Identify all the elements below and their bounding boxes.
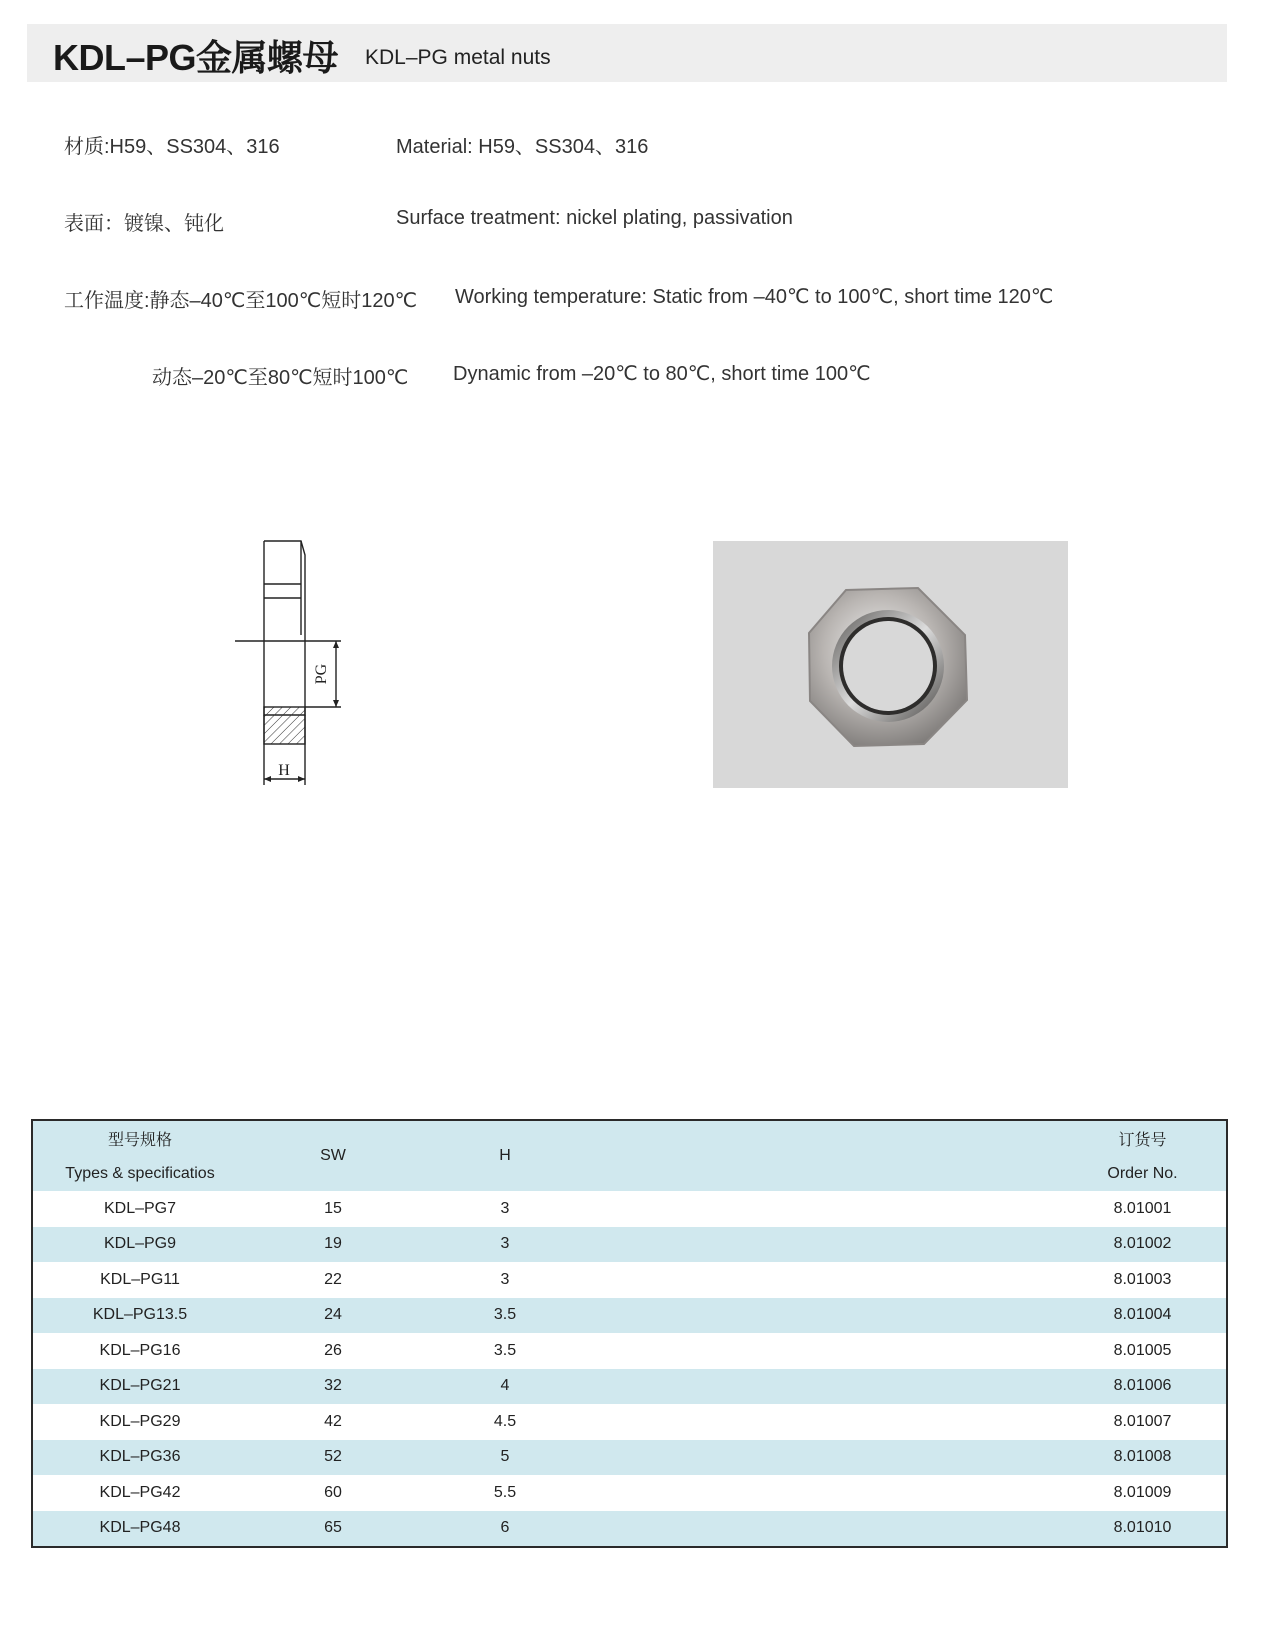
cell-sw: 42 — [324, 1412, 342, 1430]
cell-spacer — [591, 1333, 1059, 1369]
metal-nut-image — [713, 541, 1068, 788]
cell-h: 4.5 — [493, 1412, 517, 1430]
header-h: H — [499, 1147, 511, 1164]
surface-cn: 表面：镀镍、钝化 — [64, 213, 224, 235]
nut-section-drawing — [225, 535, 355, 795]
cell-sw: 32 — [324, 1377, 342, 1395]
cell-spacer — [591, 1369, 1059, 1405]
cell-sw: 60 — [324, 1483, 342, 1501]
cell-order: 8.01003 — [1113, 1270, 1172, 1288]
cell-type: KDL–PG16 — [99, 1341, 181, 1359]
cell-h: 3 — [500, 1270, 510, 1288]
cell-spacer — [591, 1475, 1059, 1511]
cell-h: 3.5 — [493, 1341, 517, 1359]
title-bar — [27, 24, 1227, 82]
cell-h: 6 — [500, 1519, 510, 1537]
cell-spacer — [591, 1298, 1059, 1334]
table-row — [33, 1191, 1226, 1227]
header-sw: SW — [320, 1147, 346, 1164]
page-subtitle: KDL–PG metal nuts — [365, 46, 551, 69]
cell-order: 8.01010 — [1113, 1519, 1172, 1537]
table-row — [33, 1227, 1226, 1263]
header-type-en: Types & specificatios — [65, 1164, 215, 1182]
cell-sw: 19 — [324, 1235, 342, 1253]
cell-h: 3 — [500, 1235, 510, 1253]
cell-order: 8.01008 — [1113, 1448, 1172, 1466]
cell-spacer — [591, 1262, 1059, 1298]
product-photo — [713, 541, 1068, 788]
cell-sw: 22 — [324, 1270, 342, 1288]
table-row — [33, 1440, 1226, 1476]
temp-en: Working temperature: Static from –40℃ to 100℃, short time 120℃ — [455, 286, 1054, 308]
cell-order: 8.01009 — [1113, 1483, 1172, 1501]
cell-type: KDL–PG21 — [99, 1377, 181, 1395]
table-row — [33, 1511, 1226, 1547]
cell-order: 8.01001 — [1113, 1199, 1172, 1217]
cell-h: 5.5 — [493, 1483, 517, 1501]
cell-order: 8.01004 — [1113, 1306, 1172, 1324]
cell-h: 3.5 — [493, 1306, 517, 1324]
cell-order: 8.01006 — [1113, 1377, 1172, 1395]
page-title: KDL–PG金属螺母 — [53, 37, 339, 78]
cell-order: 8.01002 — [1113, 1235, 1172, 1253]
h-label: H — [278, 762, 290, 779]
table-header-row-1 — [33, 1121, 1226, 1156]
table-row — [33, 1369, 1226, 1405]
cell-type: KDL–PG48 — [99, 1519, 181, 1537]
table-row — [33, 1262, 1226, 1298]
cell-h: 3 — [500, 1199, 510, 1217]
cell-sw: 24 — [324, 1306, 342, 1324]
header-spacer — [591, 1121, 1059, 1191]
cell-type: KDL–PG42 — [99, 1483, 181, 1501]
material-cn: 材质:H59、SS304、316 — [64, 136, 280, 158]
cell-spacer — [591, 1191, 1059, 1227]
dyn-en: Dynamic from –20℃ to 80℃, short time 100℃ — [453, 363, 871, 385]
cell-order: 8.01005 — [1113, 1341, 1172, 1359]
cell-type: KDL–PG13.5 — [92, 1306, 188, 1324]
cell-type: KDL–PG36 — [99, 1448, 181, 1466]
cell-type: KDL–PG29 — [99, 1412, 181, 1430]
cell-spacer — [591, 1227, 1059, 1263]
cell-h: 5 — [500, 1448, 510, 1466]
table-row — [33, 1475, 1226, 1511]
cell-spacer — [591, 1511, 1059, 1547]
cell-sw: 65 — [324, 1519, 342, 1537]
cell-spacer — [591, 1440, 1059, 1476]
header-order-en: Order No. — [1107, 1164, 1178, 1182]
cell-spacer — [591, 1404, 1059, 1440]
cell-type: KDL–PG11 — [100, 1270, 180, 1288]
material-en: Material: H59、SS304、316 — [396, 136, 649, 158]
cell-type: KDL–PG9 — [103, 1235, 177, 1253]
header-order-cn: 订货号 — [1118, 1132, 1167, 1149]
dyn-cn: 动态–20℃至80℃短时100℃ — [152, 367, 409, 389]
cell-order: 8.01007 — [1113, 1412, 1172, 1430]
temp-cn: 工作温度:静态–40℃至100℃短时120℃ — [64, 290, 418, 312]
cell-sw: 26 — [324, 1341, 342, 1359]
table-row — [33, 1333, 1226, 1369]
table-row — [33, 1298, 1226, 1334]
surface-en: Surface treatment: nickel plating, passivation — [396, 207, 793, 229]
spec-table — [31, 1119, 1228, 1548]
cell-sw: 15 — [324, 1199, 342, 1217]
cell-sw: 52 — [324, 1448, 342, 1466]
cell-type: KDL–PG7 — [103, 1199, 177, 1217]
pg-label: PG — [313, 663, 330, 685]
cell-h: 4 — [500, 1377, 510, 1395]
header-type-cn: 型号规格 — [107, 1132, 172, 1149]
table-row — [33, 1404, 1226, 1440]
